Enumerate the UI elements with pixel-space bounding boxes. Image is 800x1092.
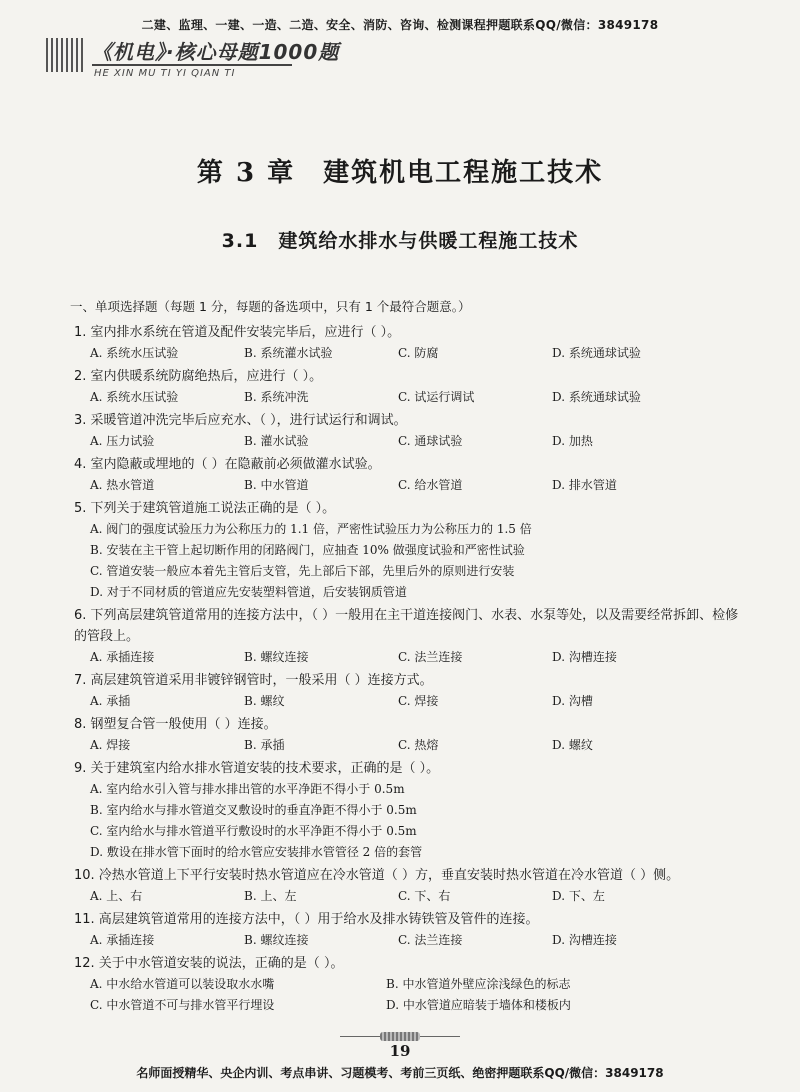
options-row — [90, 974, 750, 995]
option: D. 系统通球试验 — [552, 390, 641, 404]
chapter-title: 第 3 章 建筑机电工程施工技术 — [196, 158, 604, 188]
option: A. 系统水压试验 — [90, 390, 179, 404]
option: B. 中水管道 — [244, 478, 309, 492]
question — [70, 322, 750, 364]
question-list — [70, 294, 750, 1016]
option: A. 承插 — [90, 694, 131, 708]
question-stem: 11. 高层建筑管道常用的连接方法中，（ ）用于给水及排水铸铁管及管件的连接。 — [74, 912, 539, 927]
option: D. 加热 — [552, 434, 593, 448]
question — [70, 909, 750, 951]
options-row — [90, 735, 750, 756]
option: C. 通球试验 — [398, 434, 463, 448]
option: B. 承插 — [244, 738, 285, 752]
options-row — [90, 387, 750, 408]
bottom-banner: 名师面授精华、央企内训、考点串讲、习题模考、考前三页纸、绝密押题联系QQ/微信：3849178 — [136, 1066, 664, 1080]
question-stem: 2. 室内供暖系统防腐绝热后，应进行（ ）。 — [74, 369, 323, 384]
option: D. 敷设在排水管下面时的给水管应安装排水管管径 2 倍的套管 — [90, 845, 423, 859]
ornament-center — [380, 1032, 420, 1041]
question-stem: 10. 冷热水管道上下平行安装时热水管道应在冷水管道（ ）方，垂直安装时热水管道在冷水管道（ ）侧。 — [74, 868, 680, 883]
option: B. 室内给水与排水管道交叉敷设时的垂直净距不得小于 0.5m — [90, 803, 417, 817]
option: B. 安装在主干管上起切断作用的闭路阀门，应抽查 10% 做强度试验和严密性试验 — [90, 543, 525, 557]
top-banner: 二建、监理、一建、一造、二造、安全、消防、咨询、检测课程押题联系QQ/微信：3849178 — [141, 18, 659, 32]
option: B. 灌水试验 — [244, 434, 309, 448]
options-row — [90, 930, 750, 951]
question-stem: 4. 室内隐蔽或埋地的（ ）在隐蔽前必须做灌水试验。 — [74, 457, 381, 472]
question-stem: 7. 高层建筑管道采用非镀锌钢管时，一般采用（ ）连接方式。 — [74, 673, 433, 688]
option: C. 防腐 — [398, 346, 439, 360]
question-stem: 6. 下列高层建筑管道常用的连接方法中，（ ）一般用在主干道连接阀门、水表、水泵等处，以及需要经常拆卸、检修的管段上。 — [74, 608, 739, 644]
option: C. 中水管道不可与排水管平行埋设 — [90, 998, 275, 1012]
question-stem: 9. 关于建筑室内给水排水管道安装的技术要求，正确的是（ ）。 — [74, 761, 440, 776]
page-number: 19 — [389, 1042, 411, 1060]
option: A. 上、右 — [90, 889, 143, 903]
option: D. 下、左 — [552, 889, 605, 903]
book-title: 《机电》·核心母题1000题 — [92, 40, 340, 64]
options-row — [90, 343, 750, 364]
option: C. 下、右 — [398, 889, 451, 903]
question-stem: 5. 下列关于建筑管道施工说法正确的是（ ）。 — [74, 501, 336, 516]
ornament-line-right — [420, 1036, 460, 1037]
option: B. 上、左 — [244, 889, 297, 903]
option: B. 螺纹连接 — [244, 650, 309, 664]
options-row — [90, 647, 750, 668]
question — [70, 758, 750, 863]
options-row — [90, 691, 750, 712]
option: B. 中水管道外壁应涂浅绿色的标志 — [386, 977, 571, 991]
option: A. 热水管道 — [90, 478, 155, 492]
option: D. 螺纹 — [552, 738, 593, 752]
question — [70, 605, 750, 668]
option: A. 压力试验 — [90, 434, 155, 448]
question — [70, 670, 750, 712]
option: D. 对于不同材质的管道应先安装塑料管道，后安装钢质管道 — [90, 585, 407, 599]
question-stem: 12. 关于中水管道安装的说法，正确的是（ ）。 — [74, 956, 344, 971]
option: D. 沟槽连接 — [552, 933, 617, 947]
question — [70, 498, 750, 603]
book-subtitle: HE XIN MU TI YI QIAN TI — [94, 68, 236, 79]
option: C. 焊接 — [398, 694, 439, 708]
options-row — [90, 475, 750, 496]
header-divider — [92, 64, 292, 66]
question — [70, 454, 750, 496]
option: C. 管道安装一般应本着先主管后支管，先上部后下部，先里后外的原则进行安装 — [90, 564, 515, 578]
option: C. 给水管道 — [398, 478, 463, 492]
option: C. 热熔 — [398, 738, 439, 752]
options-row — [90, 886, 750, 907]
question-stem: 1. 室内排水系统在管道及配件安装完毕后，应进行（ ）。 — [74, 325, 401, 340]
option: A. 承插连接 — [90, 933, 155, 947]
option: D. 沟槽连接 — [552, 650, 617, 664]
option: A. 中水给水管道可以装设取水水嘴 — [90, 977, 275, 991]
option: C. 室内给水与排水管道平行敷设时的水平净距不得小于 0.5m — [90, 824, 417, 838]
options-row — [90, 431, 750, 452]
option: A. 焊接 — [90, 738, 131, 752]
option: A. 承插连接 — [90, 650, 155, 664]
option: D. 沟槽 — [552, 694, 593, 708]
question-stem: 3. 采暖管道冲洗完毕后应充水、（ ），进行试运行和调试。 — [74, 413, 407, 428]
option: C. 试运行调试 — [398, 390, 475, 404]
option: C. 法兰连接 — [398, 650, 463, 664]
question — [70, 366, 750, 408]
question — [70, 714, 750, 756]
option: B. 系统冲洗 — [244, 390, 309, 404]
option: B. 螺纹连接 — [244, 933, 309, 947]
ornament-line-left — [340, 1036, 380, 1037]
options-row — [90, 995, 750, 1016]
option: B. 螺纹 — [244, 694, 285, 708]
option: B. 系统灌水试验 — [244, 346, 333, 360]
instructions: 一、单项选择题（每题 1 分，每题的备选项中，只有 1 个最符合题意。） — [70, 299, 471, 314]
option: D. 排水管道 — [552, 478, 617, 492]
section-title: 3.1 建筑给水排水与供暖工程施工技术 — [221, 230, 579, 252]
option: A. 室内给水引入管与排水排出管的水平净距不得小于 0.5m — [90, 782, 405, 796]
option: A. 阀门的强度试验压力为公称压力的 1.1 倍，严密性试验压力为公称压力的 1.5 倍 — [90, 522, 532, 536]
question — [70, 953, 750, 1016]
header-stripes-decoration — [46, 38, 86, 72]
option: A. 系统水压试验 — [90, 346, 179, 360]
option: D. 系统通球试验 — [552, 346, 641, 360]
question — [70, 410, 750, 452]
question-stem: 8. 钢塑复合管一般使用（ ）连接。 — [74, 717, 277, 732]
footer-ornament — [340, 1032, 460, 1042]
option: C. 法兰连接 — [398, 933, 463, 947]
option: D. 中水管道应暗装于墙体和楼板内 — [386, 998, 571, 1012]
book-header — [46, 34, 466, 82]
question — [70, 865, 750, 907]
